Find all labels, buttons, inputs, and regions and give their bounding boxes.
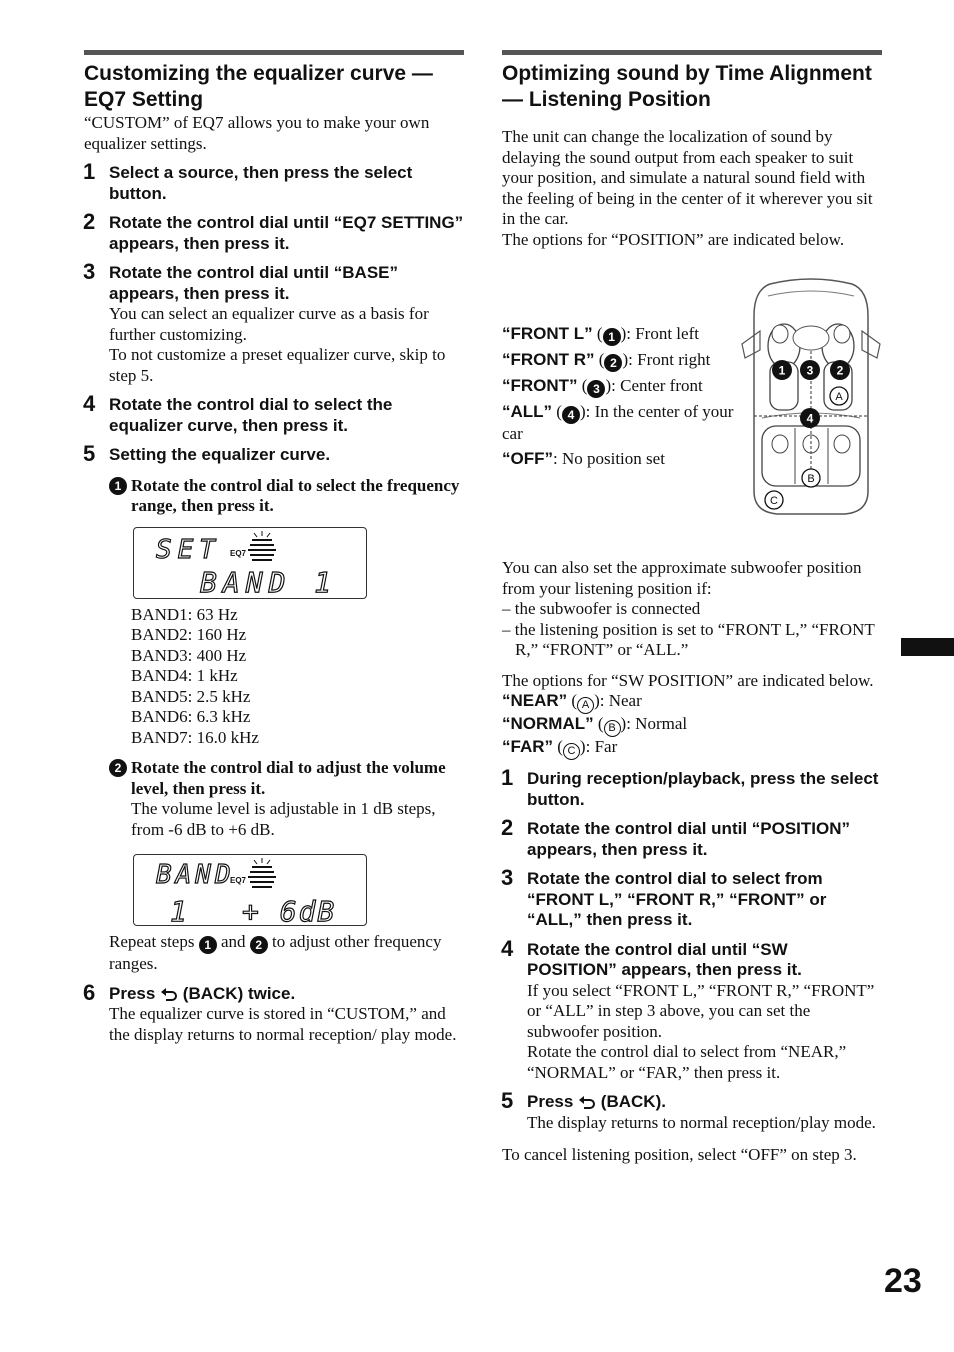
- option-desc: : In the center of your car: [502, 402, 734, 443]
- step-number: 2: [83, 209, 96, 234]
- step-5: [83, 441, 464, 975]
- press-text: Press: [527, 1092, 574, 1111]
- step-body: If you select “FRONT L,” “FRONT R,” “FRONT” or “ALL” in step 3 above, you can set the subwoofer position.: [527, 980, 875, 1041]
- option-desc: : Center front: [611, 376, 703, 395]
- letter-label: C: [770, 495, 778, 507]
- lcd-display-band-level: [133, 854, 367, 926]
- cancel-note: To cancel listening position, select “OFF” on step 3.: [502, 1145, 857, 1164]
- step-title: Rotate the control dial to select from “FRONT L,” “FRONT R,” “FRONT” or “ALL,” then press it.: [527, 869, 827, 929]
- circled-number-icon: 2: [604, 354, 622, 372]
- substep-2: [109, 758, 464, 840]
- left-column: [84, 50, 464, 1045]
- step-title: Rotate the control dial until “BASE” appears, then press it.: [109, 263, 399, 303]
- section-title-listening-position: Optimizing sound by Time Alignment — Listening Position: [502, 62, 872, 111]
- step-number: 5: [501, 1088, 514, 1113]
- lcd-bottom-text: BAND 1: [200, 565, 338, 599]
- step-3: [501, 865, 882, 931]
- lcd-display-set-band: [133, 527, 367, 599]
- step-number: 3: [83, 259, 96, 284]
- option-label: “FRONT R”: [502, 350, 595, 369]
- option-desc: : Normal: [626, 714, 688, 733]
- step-body: The display returns to normal reception/play mode.: [527, 1112, 876, 1132]
- section-tab-marker: [901, 638, 954, 656]
- right-column: [502, 50, 882, 1166]
- step-number: 1: [501, 765, 514, 790]
- step-1: [501, 765, 882, 810]
- circled-number-icon: 2: [109, 759, 127, 777]
- circled-letter-icon: B: [604, 720, 621, 737]
- marker-label: 4: [806, 411, 814, 426]
- sw-options-intro: The options for “SW POSITION” are indicated below.: [502, 670, 874, 690]
- section-rule: [502, 50, 882, 55]
- option-front-r: “FRONT R” ( 2 ): Front right: [502, 350, 711, 370]
- option-label: “FAR”: [502, 737, 553, 756]
- intro-text: The unit can change the localization of sound by delaying the sound output from each speaker to suit your position, and simulate a natural sound field with the feeling of being in the center of it wherever you sit in the car.: [502, 127, 873, 228]
- option-label: “OFF”: [502, 448, 553, 468]
- eq-burst-icon: [248, 858, 276, 887]
- section-title-eq7: Customizing the equalizer curve — EQ7 Setting: [84, 62, 433, 111]
- repeat-text: and: [220, 932, 246, 951]
- step-title: Rotate the control dial until “EQ7 SETTING” appears, then press it.: [109, 213, 464, 253]
- eq7-badge: EQ7: [230, 548, 247, 558]
- step-4: [501, 935, 882, 1084]
- option-label: “FRONT”: [502, 376, 578, 395]
- option-desc: : Front right: [628, 350, 711, 369]
- step-title: [109, 984, 464, 1005]
- step-title: [527, 1092, 882, 1113]
- option-label: “NEAR”: [502, 691, 568, 710]
- step-2: [83, 209, 464, 254]
- repeat-text: to adjust other frequency ranges.: [109, 932, 442, 973]
- step-2: [501, 815, 882, 860]
- lcd-top-text: BAND: [156, 860, 235, 890]
- step-5: [501, 1088, 882, 1133]
- substep-title: Rotate the control dial to select the frequency range, then press it.: [131, 475, 460, 515]
- option-all: “ALL” ( 4 ): In the center of your car: [502, 402, 734, 443]
- step-title: Select a source, then press the select button.: [109, 163, 413, 203]
- step-number: 6: [83, 979, 96, 1005]
- sw-option-near: “NEAR” ( A ): Near: [502, 691, 882, 714]
- substep-body: The volume level is adjustable in 1 dB steps, from -6 dB to +6 dB.: [131, 799, 436, 839]
- substep-title: Rotate the control dial to adjust the volume level, then press it.: [131, 758, 446, 798]
- band-item: BAND5: 2.5 kHz: [131, 686, 251, 706]
- position-options-block: [502, 276, 882, 546]
- back-label: (BACK).: [600, 1092, 666, 1111]
- section-rule: [84, 50, 464, 55]
- band-item: BAND7: 16.0 kHz: [131, 727, 259, 747]
- step-1: [83, 159, 464, 204]
- sw-condition: – the listening position is set to “FRONT L,” “FRONT R,” “FRONT” or “ALL.”: [502, 619, 875, 659]
- circled-number-icon: 2: [250, 936, 268, 954]
- eq-burst-icon: [248, 531, 276, 560]
- band-item: BAND6: 6.3 kHz: [131, 707, 251, 726]
- option-front-l: “FRONT L” ( 1 ): Front left: [502, 324, 699, 344]
- sw-option-far: “FAR” ( C ): Far: [502, 737, 882, 760]
- step-title: Rotate the control dial until “SW POSITION” appears, then press it.: [527, 939, 802, 979]
- step-title: Setting the equalizer curve.: [109, 445, 331, 464]
- option-desc: : Near: [599, 691, 642, 710]
- band-item: BAND4: 1 kHz: [131, 666, 238, 685]
- step-body: The equalizer curve is stored in “CUSTOM,” and the display returns to normal reception/ play mode.: [109, 1004, 457, 1044]
- step-body: You can select an equalizer curve as a basis for further customizing.: [109, 304, 429, 344]
- lcd-segment-graphic: [134, 855, 368, 927]
- step-title: Rotate the control dial until “POSITION” appears, then press it.: [527, 819, 851, 859]
- step-4: [83, 391, 464, 436]
- option-label: “FRONT L”: [502, 324, 593, 343]
- letter-label: B: [807, 473, 815, 485]
- letter-label: A: [835, 391, 843, 403]
- sw-condition: – the subwoofer is connected: [502, 599, 701, 618]
- intro-text: “CUSTOM” of EQ7 allows you to make your own equalizer settings.: [84, 113, 430, 153]
- back-label: (BACK) twice.: [182, 983, 296, 1003]
- position-options: [502, 324, 734, 469]
- sw-option-normal: “NORMAL” ( B ): Normal: [502, 714, 882, 737]
- option-off: [502, 449, 734, 470]
- step-title: During reception/playback, press the select button.: [527, 769, 879, 809]
- step-body: To not customize a preset equalizer curve, skip to step 5.: [109, 345, 446, 385]
- step-6: [83, 979, 464, 1046]
- band-item: BAND3: 400 Hz: [131, 645, 247, 665]
- circled-number-icon: 4: [562, 406, 580, 424]
- step-number: 4: [83, 391, 96, 416]
- option-front: “FRONT” ( 3 ): Center front: [502, 376, 703, 396]
- step-title: Rotate the control dial to select the equalizer curve, then press it.: [109, 395, 393, 435]
- lcd-level-text: + 6dB: [242, 895, 337, 927]
- option-desc: : No position set: [553, 448, 665, 468]
- repeat-note: [109, 932, 464, 975]
- band-item: BAND2: 160 Hz: [131, 625, 247, 644]
- circled-number-icon: 1: [109, 477, 127, 495]
- marker-label: 1: [778, 363, 786, 378]
- option-desc: : Front left: [626, 324, 699, 343]
- step-number: 4: [501, 935, 514, 961]
- band-list: [131, 605, 464, 749]
- step-3: [83, 259, 464, 386]
- band-item: BAND1: 63 Hz: [131, 604, 238, 624]
- circled-letter-icon: C: [563, 743, 580, 760]
- back-arrow-icon: [160, 986, 178, 1002]
- circled-number-icon: 1: [199, 936, 217, 954]
- back-arrow-icon: [578, 1094, 596, 1110]
- step-number: 5: [83, 441, 96, 466]
- option-desc: : Far: [585, 737, 618, 756]
- step-number: 1: [83, 159, 96, 184]
- marker-label: 2: [836, 363, 844, 378]
- step-number: 3: [501, 865, 514, 890]
- option-label: “NORMAL”: [502, 714, 594, 733]
- page-number: 23: [884, 1262, 922, 1300]
- circled-number-icon: 3: [587, 380, 605, 398]
- intro-text: The options for “POSITION” are indicated below.: [502, 229, 845, 249]
- substep-1: [109, 476, 464, 517]
- step-number: 2: [501, 815, 514, 840]
- marker-label: 3: [806, 363, 814, 378]
- lcd-segment-graphic: [134, 528, 368, 600]
- sw-intro: You can also set the approximate subwoofer position from your listening position if:: [502, 558, 862, 598]
- step-body: Rotate the control dial to select from “NEAR,” “NORMAL” or “FAR,” then press it.: [527, 1042, 847, 1082]
- circled-letter-icon: A: [577, 697, 594, 714]
- circled-number-icon: 1: [603, 328, 621, 346]
- repeat-text: Repeat steps: [109, 932, 195, 951]
- eq7-badge: EQ7: [230, 876, 247, 885]
- press-text: Press: [109, 983, 156, 1003]
- option-label: “ALL”: [502, 402, 553, 421]
- car-seating-diagram: [740, 276, 882, 518]
- lcd-top-text: SET: [156, 534, 221, 565]
- lcd-band-number: 1: [170, 895, 187, 927]
